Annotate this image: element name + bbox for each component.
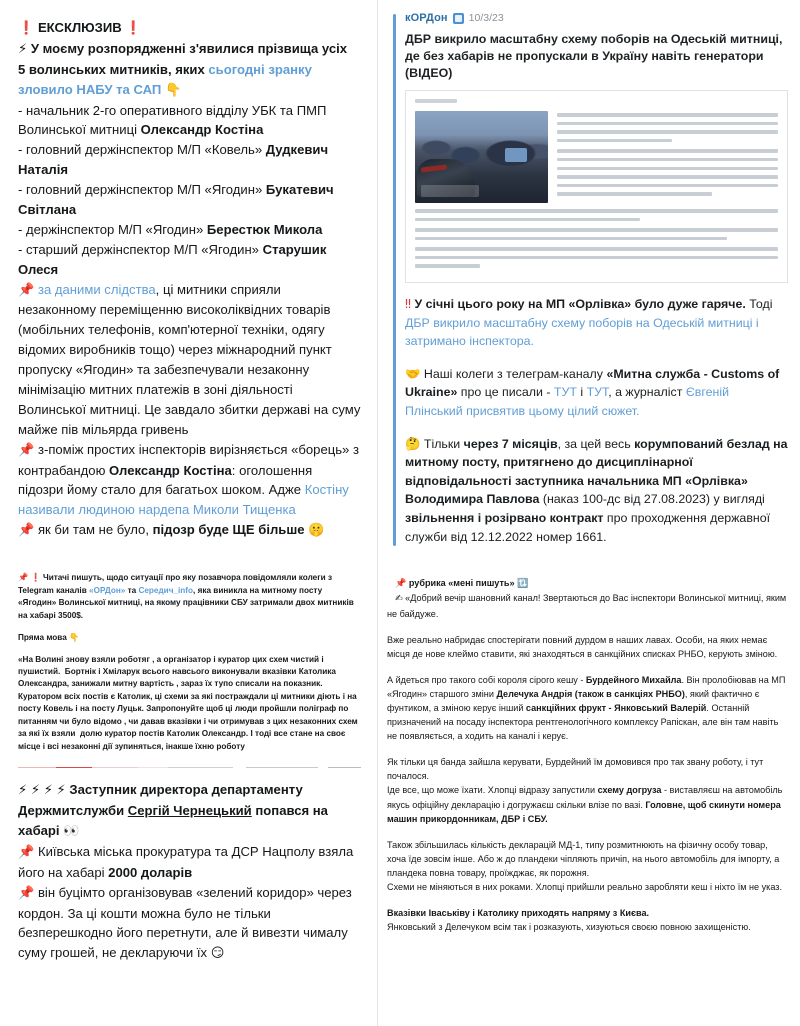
- link-plinsky[interactable]: Євгеній Плінський присвятив цьому цілий сюжет.: [405, 385, 729, 419]
- handshake-icon: 🤝: [405, 365, 421, 381]
- smirk-face-icon: 😏: [210, 946, 225, 962]
- exclamation-red-icon: ❗: [18, 21, 35, 36]
- official-item-2: - головний держінспектор М/П «Ковель» Дудкевич Наталія: [18, 142, 329, 178]
- spacer: [405, 421, 788, 435]
- spacer: [405, 351, 788, 365]
- article-text-line: [557, 158, 778, 161]
- post-readers-write-right: [387, 576, 788, 934]
- article-text-line: [415, 237, 727, 240]
- chernetsky-line-1: 📌 Київська міська прокуратура та ДСР Нацполу взяла його на хабарі 2000 доларів: [18, 843, 354, 880]
- article-text-line: [557, 122, 778, 125]
- pushpin-icon: 📌: [18, 885, 35, 901]
- article-text-line: [557, 175, 778, 178]
- forwarded-para-2: 🤝 Наші колеги з телеграм-каналу «Митна служба - Customs of Ukraine» про це писали - ТУТ і ТУТ, а журналіст Євгеній Плінський присвятив цьому цілий сюжет.: [405, 365, 780, 419]
- link-dbr-scheme[interactable]: ДБР викрило масштабну схему поборів на Одеській митниці і затримано інспектора.: [405, 315, 759, 349]
- link-tyshchenko[interactable]: Костіну називали людиною нардепа Миколи Тищенка: [18, 482, 349, 518]
- exclamation-red-icon: ❗: [125, 21, 142, 36]
- forwarded-title: ДБР викрило масштабну схему поборів на Одеській митниці, де без хабарів не пропускали в Україну навіть генератори (ВІДЕО): [405, 32, 783, 81]
- right-para-6: Схеми не міняються в них роками. Хлопці прийшли реально заробляти кеш і ніхто їм не указ.: [387, 882, 782, 892]
- double-exclamation-icon: ‼: [405, 296, 412, 311]
- article-photo: [415, 111, 548, 203]
- post-exclusive-headline: ❗ ЕКСКЛЮЗИВ ❗: [18, 20, 142, 36]
- article-text-line: [415, 228, 778, 231]
- forwarded-message[interactable]: [393, 12, 788, 546]
- jacket-patch-shape: [505, 148, 527, 162]
- pushpin-icon: 📌: [18, 844, 35, 860]
- shush-face-icon: 🤫: [308, 523, 325, 539]
- link-investigation-data[interactable]: за даними слідства: [37, 281, 156, 297]
- article-text-line: [557, 149, 778, 152]
- rubric-line: 📌 рубрика «мені пишуть» 🔃: [395, 578, 529, 590]
- forwarded-body: [405, 295, 788, 546]
- article-text-line: [557, 130, 778, 133]
- right-para-3: Як тільки ця банда зайшла керувати, Бурдейний їм домовився про так звану роботу, і тут почалося.: [387, 757, 764, 782]
- spacer: [387, 894, 788, 906]
- pushpin-icon: 📌: [18, 523, 35, 539]
- post-spacer: [18, 541, 361, 571]
- pushpin-icon: 📌: [18, 572, 29, 583]
- link-ordon-channel[interactable]: «ОРДон»: [89, 585, 126, 595]
- post-chernetsky: [18, 780, 361, 964]
- writing-hand-icon: ✍: [395, 594, 403, 605]
- article-text-line: [557, 113, 778, 116]
- right-para-4: Іде все, що може їхати. Хлопці відразу запустили схему догруза - виставляєш на автомобіль якусь офіційну декларацію і догружаєш скільки влізе по вазі. Головне, щоб скинути номера машин прикордонникам, ДБР і СБУ.: [387, 785, 783, 824]
- chernetsky-headline: ⚡ ⚡ ⚡ ⚡ Заступник директора департаменту Держмитслужби Сергій Чернецький попався на хабарі 👀: [18, 782, 328, 840]
- article-text-line: [557, 192, 712, 195]
- spacer: [387, 621, 788, 633]
- link-tut-1[interactable]: ТУТ: [553, 385, 577, 400]
- forwarded-para-3: 🤔 Тільки через 7 місяців, за цей весь корумпований безлад на митному посту, притягнено до дисциплінарної відповідальності заступника начальника МП «Орлівка» Володимира Павлова (наказ 100-дс від 27.08.2023) у вигляді звільнення і розірвано контракт про проходження державної служби від 12.12.2022 номер 1661.: [405, 435, 788, 544]
- link-tut-2[interactable]: ТУТ: [586, 385, 609, 400]
- article-text-line: [415, 256, 778, 259]
- post-exclusive-lead: ⚡ У моєму розпорядженні з'явилися прізвища усіх: [18, 40, 348, 57]
- readers-write-intro: 📌 ❗ Читачі пишуть, щодо ситуації про яку позавчора повідомляли колеги з Telegram каналів «ОРДон» та Середич_info, яка виникла на митному посту «Ягодин» Волинської митниці, на якому працівники СБУ затримали двох митників на хабарі 3500$.: [18, 572, 354, 620]
- eyes-icon: 👀: [63, 824, 80, 840]
- point-down-icon: 👇: [164, 82, 182, 98]
- article-text-line: [415, 264, 480, 267]
- article-preview-card[interactable]: [405, 90, 788, 283]
- article-text-column: [557, 111, 778, 203]
- lightning-icon: ⚡: [43, 783, 53, 799]
- right-para-8: Янковський з Делечуком всім так і розказують, хизуються своєю повною захищеністю.: [387, 922, 751, 933]
- article-text-line: [415, 218, 640, 221]
- point-down-icon: 👇: [69, 632, 80, 643]
- lightning-icon: ⚡: [18, 41, 28, 57]
- article-date-placeholder: [415, 99, 457, 103]
- lightning-icon: ⚡: [30, 783, 41, 799]
- forwarded-date: 10/3/23: [468, 12, 504, 24]
- readers-write-subtitle: Пряма мова 👇: [18, 632, 80, 643]
- article-text-line: [415, 247, 778, 250]
- post-exclusive-count: 5 волинських митників, яких сьогодні зранку зловило НАБУ та САП 👇: [18, 61, 312, 98]
- pushpin-icon: 📌: [395, 579, 407, 590]
- post-exclusive-para-2: 📌 з-поміж простих інспекторів вирізняється «борець» з контрабандою Олександр Костіна: оголошення підозри йому стало для багатьох шоком. Адже Костіну називали людиною нардепа Миколи Тищенка: [18, 441, 359, 518]
- pushpin-icon: 📌: [18, 442, 35, 458]
- article-text-line: [557, 139, 672, 142]
- readers-write-quote-body: «На Волині знову взяли роботяг , а організатор і куратор цих схем чистий і пушистий. Бортнік і Хміларук всього навсього виконували вказівки Католика Олександра, занижали митну вартість , зараз їх тупо списали на показник. Куратором всіх постів є Католик, ці схеми за які постраждали ці митники діють і на посту Ковель і на посту Луцьк. Запропонуйте щоб ці люди пройшли поліграф по питанням чи було відомо , чи давав вказівки і чи отримував з цих незаконних схем за які їх взяли долю куратор постів Католик Олександр. І тоді все стане на своє місце і всі незаконні дії зупиняться, інакше їхню роботу: [18, 654, 358, 751]
- spacer: [387, 826, 788, 838]
- right-para-2: А йдеться про такого собі короля сірого кешу - Бурдейного Михайла. Він пролобіював на МП «Ягодин» старшого зміни Делечука Андрія (також в санкціях РНБО), який фактично є фунтиком, а зміною керує інший санкційних фрукт - Янковський Валерій. Останній призначений на посаду інспектора рентгенологічного комплексу Рапіскан, але він там навіть не появляється, а ходить на каналі і керує.: [387, 674, 786, 742]
- official-item-1: - начальник 2-го оперативного відділу УБК та ПМП Волинської митниці Олександр Костіна: [18, 102, 327, 138]
- chernetsky-line-2: 📌 він буцімто організовував «зелений коридор» через кордон. За ці кошти можна було не тільки безперешкодно його перетнути, але й вивезти чималу суму грошей, не декларуючи їх 😏: [18, 884, 352, 962]
- right-para-5: Також збільшилась кількість декларацій МД-1, типу розмитнюють на фізичну особу товар, хоча їде зовсім інше. Або ж до пландеки чіпляють причіп, на нього автомобіль для імпорту, а пландека повна товару, проїжджає, як порожня.: [387, 839, 780, 878]
- right-para-7: Вказівки Іваськіву і Католику приходять напряму з Києва.: [387, 908, 650, 919]
- article-text-line: [415, 209, 778, 212]
- greeting-line: ✍ «Добрий вечір шановний канал! Звертаються до Вас інспектори Волинської митниці, яким не байдуже.: [387, 593, 787, 619]
- post-spacer: [387, 546, 788, 576]
- article-body: [415, 111, 778, 203]
- official-item-4: - держінспектор М/П «Ягодин» Берестюк Микола: [18, 221, 323, 237]
- post-exclusive-para-1: 📌 за даними слідства, ці митники сприяли незаконному переміщенню високоліквідних товарів (мобільних телефонів, комп'ютерної техніки, одягу відомих виробників тощо) через міжнародний пункт пропуску «Ягодин» та забезпечували незаконну мінімізацію митних платежів в зоні діяльності Волинської митниці. Це завдало збитки державі на суму майже пів мільярда гривень: [18, 281, 361, 437]
- right-column: [375, 0, 800, 1026]
- post-readers-write: [18, 571, 361, 753]
- spacer: [18, 622, 361, 631]
- left-column: [0, 0, 375, 1026]
- official-item-5: - старший держінспектор М/П «Ягодин» Старушик Олеся: [18, 241, 327, 277]
- spacer: [18, 645, 361, 654]
- spacer: [387, 743, 788, 755]
- article-text-line: [557, 184, 778, 187]
- link-seredych-info[interactable]: Середич_info: [138, 585, 194, 595]
- link-nabu-sap[interactable]: сьогодні зранку зловило НАБУ та САП: [18, 61, 312, 97]
- thinking-face-icon: 🤔: [405, 435, 421, 451]
- channel-badge-icon: [453, 13, 464, 24]
- forwarded-header: [405, 12, 788, 24]
- official-item-3: - головний держінспектор М/П «Ягодин» Букатевич Світлана: [18, 182, 334, 218]
- post-exclusive: [18, 18, 361, 541]
- spacer: [387, 661, 788, 673]
- forwarded-channel-name[interactable]: кОРДон: [405, 12, 448, 24]
- article-text-line: [557, 167, 778, 170]
- right-para-1: Вже реально набридає спостерігати повний дурдом в наших лавах. Особи, на яких немає місця де нове клеймо ставити, які знаходяться в санкційних списках РНБО, керують зміною.: [387, 634, 778, 659]
- lightning-icon: ⚡: [18, 783, 28, 799]
- post-divider: [18, 767, 361, 768]
- forwarded-para-1: ‼ У січні цього року на МП «Орлівка» було дуже гаряче. Тоді ДБР викрило масштабну схему поборів на Одеській митниці і затримано інспектора.: [405, 296, 773, 349]
- watermark-shape: [421, 185, 479, 197]
- lightning-icon: ⚡: [56, 783, 66, 799]
- repeat-icon: 🔃: [517, 579, 529, 590]
- pushpin-icon: 📌: [18, 282, 35, 298]
- post-exclusive-para-3: 📌 як би там не було, підозр буде ЩЕ більше 🤫: [18, 522, 325, 539]
- exclamation-icon: ❗: [30, 573, 41, 583]
